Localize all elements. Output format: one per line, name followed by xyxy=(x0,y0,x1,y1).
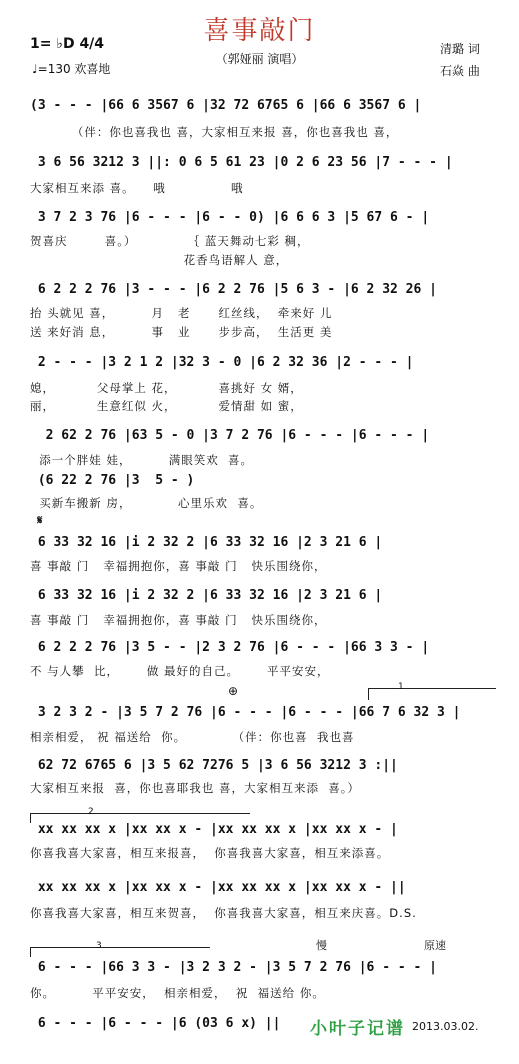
tempo-slow-mark: 慢 xyxy=(316,939,327,952)
lyricist-credit: 清璐 词 xyxy=(440,42,480,56)
transcriber-logo: 小叶子记谱 xyxy=(310,1019,405,1039)
score-lyrics-row: 不 与人攀 比， 做 最好的自己。 平平安安， xyxy=(30,664,330,678)
score-notes-row: xx xx xx x |xx xx x - |xx xx xx x |xx xx x - || xyxy=(30,880,406,895)
score-notes-row: 2 62 2 76 |63 5 - 0 |3 7 2 76 |6 - - - |6 - - - | xyxy=(30,428,430,443)
score-lyrics-row: 你喜我喜大家喜，相互来报喜， 你喜我喜大家喜，相互来添喜。 xyxy=(30,846,390,860)
tempo-original-mark: 原速 xyxy=(424,939,446,952)
score-lyrics-row: 喜 事敲 门 幸福拥抱你，喜 事敲 门 快乐围绕你， xyxy=(30,613,327,627)
coda-mark: ⊕ xyxy=(228,684,239,698)
score-lyrics-row: （伴：你也喜我也 喜，大家相互来报 喜，你也喜我也 喜， xyxy=(30,125,399,139)
transcription-date: 2013.03.02. xyxy=(412,1020,479,1033)
score-notes-row: (6 22 2 76 |3 5 - ) xyxy=(30,473,203,488)
score-lyrics-row: 花香鸟语解人 意， xyxy=(30,253,289,267)
song-subtitle: （郭娅丽 演唱） xyxy=(215,52,304,66)
composer-credit: 石焱 曲 xyxy=(440,64,480,78)
volta-number: 3 xyxy=(96,941,102,951)
score-lyrics-row: 添一个胖娃 娃， 满眼笑欢 喜。 xyxy=(30,453,254,467)
score-notes-row: 62 72 6765 6 |3 5 62 7276 5 |3 6 56 3212 3 :|| xyxy=(30,758,398,773)
score-notes-row: 6 2 2 2 76 |3 5 - - |2 3 2 76 |6 - - - |66 3 3 - | xyxy=(30,640,430,655)
tempo-marking: ♩=130 欢喜地 xyxy=(32,62,111,76)
volta-bracket-line xyxy=(30,813,250,814)
score-notes-row: xx xx xx x |xx xx x - |xx xx xx x |xx xx x - | xyxy=(30,822,398,837)
volta-bracket-tick xyxy=(368,688,369,700)
score-lyrics-row: 媳， 父母掌上 花， 喜挑好 女 婿， xyxy=(30,381,303,395)
volta-bracket-line xyxy=(368,688,496,689)
score-notes-row: 3 2 3 2 - |3 5 7 2 76 |6 - - - |6 - - - |66 7 6 32 3 | xyxy=(30,705,461,720)
score-lyrics-row: 你喜我喜大家喜，相互来贺喜， 你喜我喜大家喜，相互来庆喜。D.S. xyxy=(30,906,417,920)
score-lyrics-row: 相亲相爱， 祝 福送给 你。 （伴：你也喜 我也喜 xyxy=(30,730,355,744)
score-notes-row: 6 - - - |6 - - - |6 (03 6 x) || xyxy=(30,1016,281,1031)
score-notes-row: 6 - - - |66 3 3 - |3 2 3 2 - |3 5 7 2 76 |6 - - - | xyxy=(30,960,437,975)
score-notes-row: 3 6 56 3212 3 ||: 0 6 5 61 23 |0 2 6 23 56 |7 - - - | xyxy=(30,155,453,170)
score-lyrics-row: 大家相互来报 喜，你也喜耶我也 喜，大家相互来添 喜。） xyxy=(30,781,361,795)
score-notes-row: (3 - - - |66 6 3567 6 |32 72 6765 6 |66 6 3567 6 | xyxy=(30,98,422,113)
score-lyrics-row: 大家相互来添 喜。 哦 哦 xyxy=(30,181,244,195)
score-notes-row: 6 33 32 16 |i 2 32 2 |6 33 32 16 |2 3 21 6 | xyxy=(30,588,383,603)
score-lyrics-row: 抬 头就见 喜， 月 老 红丝线， 牵来好 儿 xyxy=(30,306,333,320)
song-title: 喜事敲门 xyxy=(203,16,316,46)
volta-number: 2 xyxy=(88,807,94,817)
score-lyrics-row: 丽， 生意红似 火， 爱情甜 如 蜜， xyxy=(30,399,303,413)
score-notes-row: 2 - - - |3 2 1 2 |32 3 - 0 |6 2 32 36 |2 - - - | xyxy=(30,355,414,370)
score-notes-row: 6 33 32 16 |i 2 32 2 |6 33 32 16 |2 3 21 6 | xyxy=(30,535,383,550)
score-notes-row: 3 7 2 3 76 |6 - - - |6 - - 0) |6 6 6 3 |5 67 6 - | xyxy=(30,210,430,225)
score-notes-row: 6 2 2 2 76 |3 - - - |6 2 2 76 |5 6 3 - |6 2 32 26 | xyxy=(30,282,437,297)
segno-mark: 𝄋 xyxy=(30,513,43,527)
score-lyrics-row: 贺喜庆 喜。） ｛ 蓝天舞动七彩 稠， xyxy=(30,234,310,248)
score-lyrics-row: 你。 平平安安， 相亲相爱， 祝 福送给 你。 xyxy=(30,986,325,1000)
score-lyrics-row: 喜 事敲 门 幸福拥抱你，喜 事敲 门 快乐围绕你， xyxy=(30,559,327,573)
score-lyrics-row: 买新车搬新 房， 心里乐欢 喜。 xyxy=(30,496,263,510)
volta-number: 1 xyxy=(398,682,404,692)
volta-bracket-tick xyxy=(30,947,31,957)
score-lyrics-row: 送 来好消 息， 事 业 步步高， 生活更 美 xyxy=(30,325,333,339)
volta-bracket-line xyxy=(30,947,210,948)
key-signature: 1= ♭D 4/4 xyxy=(30,36,105,52)
